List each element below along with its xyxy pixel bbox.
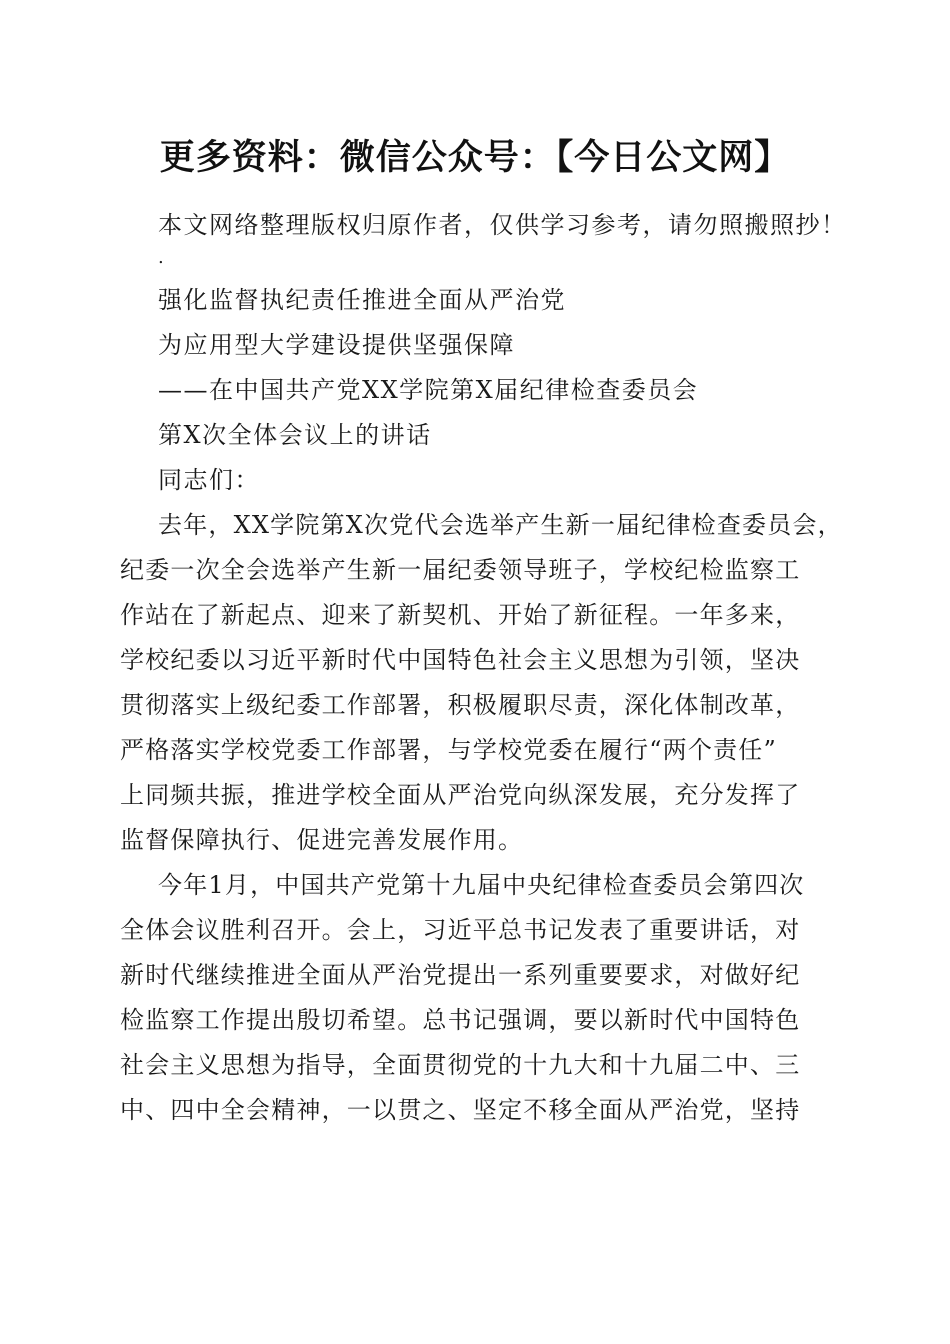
paragraph-line: 中、四中全会精神，一以贯之、坚定不移全面从严治党，坚持	[120, 1096, 801, 1124]
page-title: 更多资料：微信公众号：【今日公文网】	[159, 138, 791, 178]
speech-title-line-2: 为应用型大学建设提供坚强保障	[158, 331, 515, 359]
paragraph-line: 贯彻落实上级纪委工作部署，积极履职尽责，深化体制改革，	[120, 691, 801, 719]
paragraph-line: 纪委一次全会选举产生新一届纪委领导班子，学校纪检监察工	[120, 556, 801, 584]
separator-dot: .	[158, 247, 166, 268]
salutation: 同志们：	[158, 466, 260, 494]
document-body	[120, 203, 847, 1133]
paragraph-line: 去年，XX学院第X次党代会选举产生新一届纪律检查委员会，	[158, 511, 843, 539]
paragraph-line: 检监察工作提出殷切希望。总书记强调，要以新时代中国特色	[120, 1006, 801, 1034]
paragraph-line: 监督保障执行、促进完善发展作用。	[120, 826, 524, 854]
paragraph-line: 严格落实学校党委工作部署，与学校党委在履行“两个责任”	[120, 736, 777, 764]
speech-subtitle-line-2: 第X次全体会议上的讲话	[158, 421, 432, 449]
paragraph-2	[120, 863, 840, 1133]
paragraph-line: 学校纪委以习近平新时代中国特色社会主义思想为引领，坚决	[120, 646, 801, 674]
paragraph-line: 全体会议胜利召开。会上，习近平总书记发表了重要讲话，对	[120, 916, 801, 944]
speech-subtitle-line-1: ——在中国共产党XX学院第X届纪律检查委员会	[158, 376, 699, 404]
paragraph-1	[120, 503, 843, 863]
paragraph-line: 作站在了新起点、迎来了新契机、开始了新征程。一年多来，	[120, 601, 801, 629]
paragraph-line: 社会主义思想为指导，全面贯彻党的十九大和十九届二中、三	[120, 1051, 801, 1079]
copyright-notice: 本文网络整理版权归原作者，仅供学习参考，请勿照搬照抄！	[158, 211, 847, 239]
speech-title-line-1: 强化监督执纪责任推进全面从严治党	[158, 286, 566, 314]
paragraph-line: 上同频共振，推进学校全面从严治党向纵深发展，充分发挥了	[120, 781, 801, 809]
paragraph-line: 新时代继续推进全面从严治党提出一系列重要要求，对做好纪	[120, 961, 801, 989]
paragraph-line: 今年1月，中国共产党第十九届中央纪律检查委员会第四次	[158, 871, 805, 899]
